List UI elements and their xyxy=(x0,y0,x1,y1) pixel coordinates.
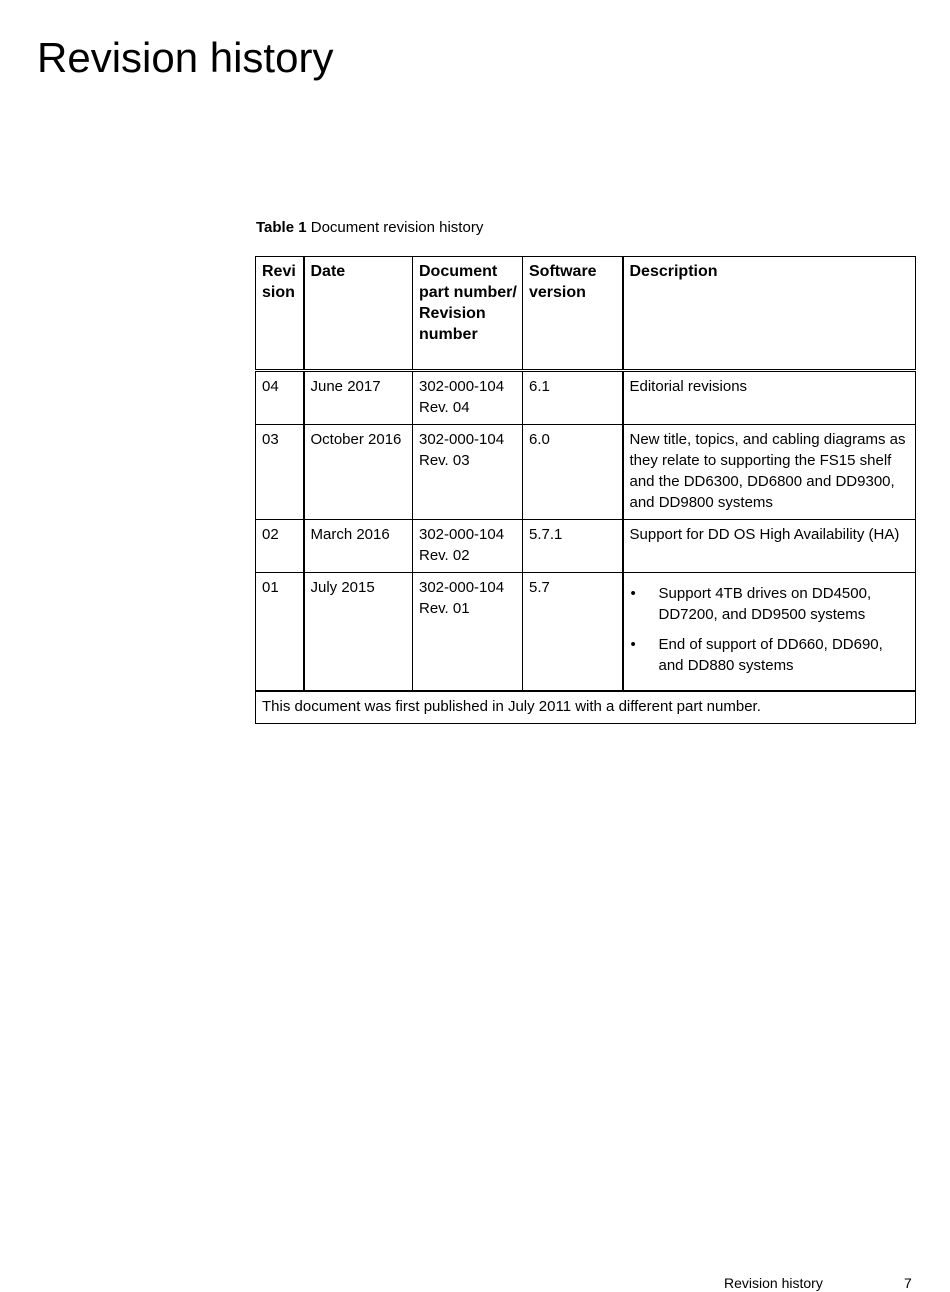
cell-software-version: 5.7.1 xyxy=(523,520,623,573)
header-part-number: Document part number/ Revision number xyxy=(413,257,523,371)
cell-revision: 01 xyxy=(256,573,304,692)
cell-description: Editorial revisions xyxy=(623,371,916,425)
cell-revision: 04 xyxy=(256,371,304,425)
bullet-text: End of support of DD660, DD690, and DD880 systems xyxy=(658,636,883,674)
cell-software-version: 6.1 xyxy=(523,371,623,425)
revision-history-table xyxy=(255,256,916,724)
cell-description: New title, topics, and cabling diagrams as they relate to supporting the FS15 shelf and the DD6300, DD6800 and DD9300, and DD9800 systems xyxy=(623,425,916,520)
cell-part-number: 302-000-104 Rev. 02 xyxy=(413,520,523,573)
table-row xyxy=(256,573,916,692)
table-caption xyxy=(256,218,483,238)
cell-description: Support for DD OS High Availability (HA) xyxy=(623,520,916,573)
cell-date: October 2016 xyxy=(304,425,413,520)
description-bullet-list xyxy=(630,583,911,676)
footer-page-number: 7 xyxy=(904,1275,912,1291)
cell-description xyxy=(623,573,916,692)
header-date: Date xyxy=(304,257,413,371)
page-title: Revision history xyxy=(37,34,334,81)
table-row xyxy=(256,371,916,425)
cell-date: March 2016 xyxy=(304,520,413,573)
cell-part-number: 302-000-104 Rev. 03 xyxy=(413,425,523,520)
table-header-row xyxy=(256,257,916,371)
header-description: Description xyxy=(623,257,916,371)
cell-software-version: 6.0 xyxy=(523,425,623,520)
bullet-icon: • xyxy=(630,636,636,653)
cell-software-version: 5.7 xyxy=(523,573,623,692)
cell-part-number: 302-000-104 Rev. 04 xyxy=(413,371,523,425)
table-footnote-row xyxy=(256,691,916,724)
description-bullet-item xyxy=(630,583,911,625)
table-caption-text: Document revision history xyxy=(310,219,484,236)
cell-date: June 2017 xyxy=(304,371,413,425)
description-bullet-item xyxy=(630,634,911,676)
header-revision: Revi sion xyxy=(256,257,304,371)
cell-revision: 02 xyxy=(256,520,304,573)
cell-part-number: 302-000-104 Rev. 01 xyxy=(413,573,523,692)
footer-section-title: Revision history xyxy=(724,1275,823,1291)
table-row xyxy=(256,425,916,520)
bullet-text: Support 4TB drives on DD4500, DD7200, and DD9500 systems xyxy=(658,585,872,623)
table-footnote: This document was first published in July 2011 with a different part number. xyxy=(256,691,916,724)
cell-revision: 03 xyxy=(256,425,304,520)
bullet-icon: • xyxy=(630,585,636,602)
header-software-version: Software version xyxy=(523,257,623,371)
table-caption-label: Table 1 xyxy=(256,219,307,236)
table-row xyxy=(256,520,916,573)
cell-date: July 2015 xyxy=(304,573,413,692)
